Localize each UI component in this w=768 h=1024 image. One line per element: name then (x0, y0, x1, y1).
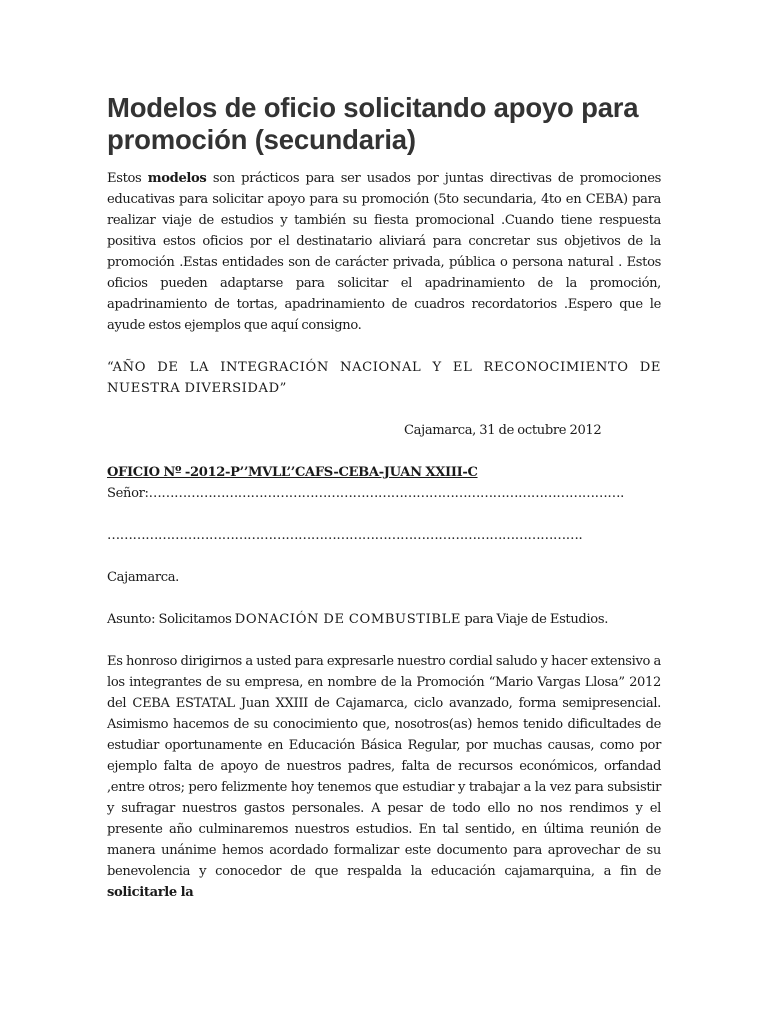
recipient-line: Señor:…………………………………………………………………………………………………. (107, 486, 624, 501)
date-line: Cajamarca, 31 de octubre 2012 (404, 423, 602, 438)
letter-body-text: Es honroso dirigirnos a usted para expresarle nuestro cordial saludo y hacer extensivo a los integrantes de su empresa, en nombre de la Promoción “Mario Vargas Llosa” 2012 del CEBA ESTATAL Juan XXIII de Cajamarca, ciclo avanzado, forma semipresencial. Asimismo hacemos de su conocimiento que, nosotros(as) hemos tenido dificultades de estudiar oportunamente en Educación Básica Regular, por muchas causas, como por ejemplo falta de apoyo de nuestros padres, falta de recursos económicos, orfandad ,entre otros; pero felizmente hoy tenemos que estudiar y trabajar a la vez para subsistir y sufragar nuestros gastos personales. A pesar de todo ello no nos rendimos y el presente año culminaremos nuestros estudios. En tal sentido, en última reunión de manera unánime hemos acordado formalizar este documento para aprovechar de su benevolencia y conocedor de que respalda la educación cajamarquina, a fin de (107, 654, 661, 879)
oficio-number: OFICIO Nº -2012-P’’MVLL’’CAFS-CEBA-JUAN XXIII-C (107, 465, 478, 480)
letter-body (107, 651, 661, 903)
dots-line: …………………………………………………………………………………………………. (107, 528, 583, 543)
document-page (107, 92, 661, 903)
city-line: Cajamarca. (107, 570, 179, 585)
subject-line (107, 609, 661, 630)
subject-rest: para Viaje de Estudios. (461, 612, 609, 627)
intro-lead: Estos (107, 171, 148, 186)
letter-body-bold-tail: solicitarle la (107, 885, 194, 900)
intro-bold: modelos (147, 171, 207, 186)
page-title: Modelos de oficio solicitando apoyo para promoción (secundaria) (107, 92, 639, 155)
subject-caps: DONACIÓN DE COMBUSTIBLE (234, 612, 462, 627)
intro-paragraph (107, 168, 661, 336)
subject-lead: Asunto: Solicitamos (107, 612, 235, 627)
year-motto: “AÑO DE LA INTEGRACIÓN NACIONAL Y EL RECONOCIMIENTO DE NUESTRA DIVERSIDAD” (107, 360, 661, 396)
intro-rest: son prácticos para ser usados por juntas directivas de promociones educativas para solicitar apoyo para su promoción (5to secundaria, 4to en CEBA) para realizar viaje de estudios y también su fiesta promocional .Cuando tiene respuesta positiva estos oficios por el destinatario aliviará para concretar sus objetivos de la promoción .Estas entidades son de carácter privada, pública o persona natural . Estos oficios pueden adaptarse para solicitar el apadrinamiento de la promoción, apadrinamiento de tortas, apadrinamiento de cuadros recordatorios .Espero que le ayude estos ejemplos que aquí consigno. (107, 171, 661, 333)
